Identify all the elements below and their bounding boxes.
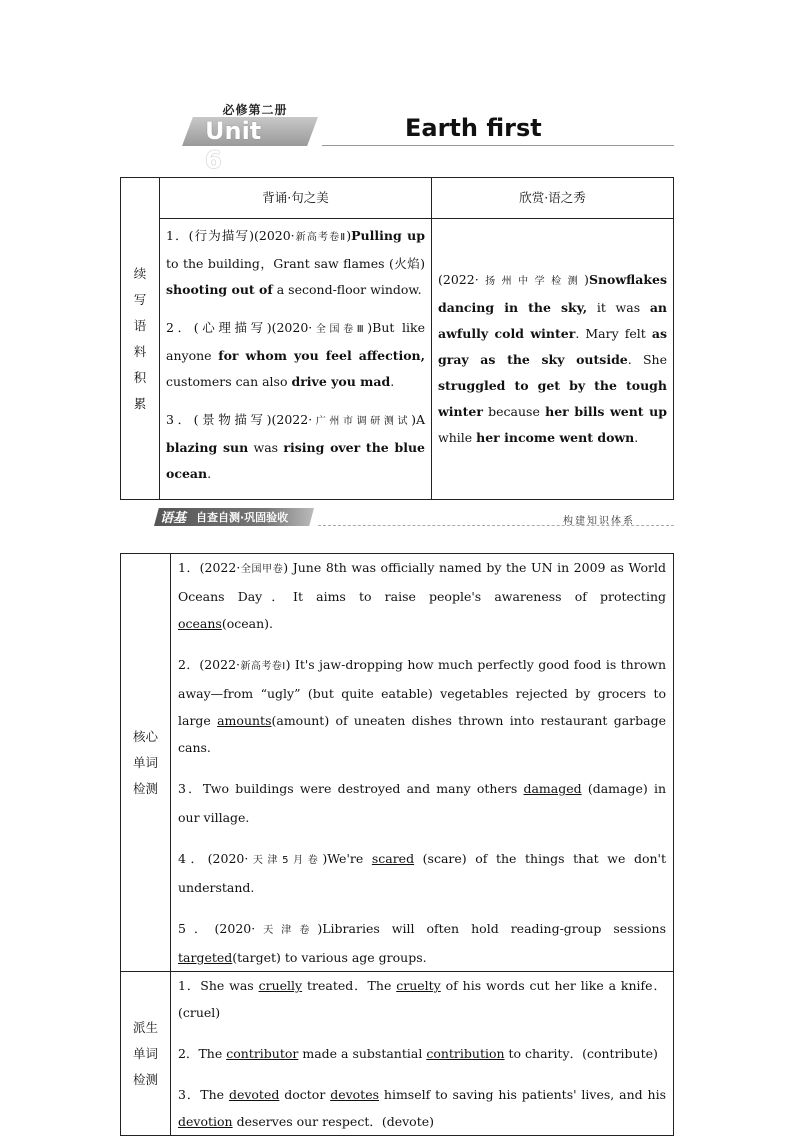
side-label-core: 核心 单词 检测 <box>121 554 171 972</box>
side-label-writing: 续 写 语 料 积 累 <box>121 178 160 500</box>
core-item: 2．(2022·新高考卷Ⅰ) It's jaw-dropping how much perfectly good food is thrown away—from “ugly” (but quite eatable) vegetables rejected by grocers to large amounts(amount) of uneaten dishes thrown into restaurant garbage cans. <box>178 657 666 755</box>
sentence-item: 1．(行为描写)(2020·新高考卷Ⅱ)Pulling up to the building，Grant saw flames (火焰) shooting out of a second-floor window. <box>166 228 425 297</box>
header-divider <box>322 145 674 146</box>
derived-item: 1．She was cruelly treated．The cruelty of his words cut her like a knife．(cruel) <box>178 978 666 1020</box>
derived-word-items <box>171 972 674 1136</box>
core-item: 1．(2022·全国甲卷) June 8th was officially named by the UN in 2009 as World Oceans Day．It aims to raise people's awareness of protecting oceans(ocean). <box>178 560 667 631</box>
answer-word: damaged <box>523 781 582 796</box>
vocabulary-test-table <box>120 553 674 1136</box>
book-label: 必修第二册 <box>222 103 288 117</box>
column-header-recite: 背诵·句之美 <box>160 178 432 219</box>
side-label-derived: 派生 单词 检测 <box>121 972 171 1136</box>
page-title: Earth first <box>405 114 542 142</box>
core-item: 3．Two buildings were destroyed and many others damaged (damage) in our village. <box>178 781 666 825</box>
section-title: 语基 <box>160 511 187 526</box>
answer-word: amounts <box>217 713 272 728</box>
section-right-label: 构建知识体系 <box>563 516 635 527</box>
answer-word: oceans <box>178 616 222 631</box>
section-subtitle: 自查自测·巩固验收 <box>196 511 289 524</box>
core-item: 4．(2020·天津5月卷)We're scared (scare) of the things that we don't understand. <box>178 851 666 895</box>
core-item: 5．(2020·天津卷)Libraries will often hold reading-group sessions targeted(target) to various age groups. <box>178 921 667 965</box>
recite-sentences <box>160 219 432 500</box>
passage-item: (2022·扬州中学检测)Snowflakes dancing in the sky, it was an awfully cold winter. Mary felt as gray as the sky outside. She struggled to get by the tough winter because her bills went up while her income went down. <box>438 272 668 445</box>
core-word-items <box>171 554 674 972</box>
appreciate-passage <box>432 219 674 500</box>
sentence-item: 2．(心理描写)(2020·全国卷Ⅲ)But like anyone for whom you feel affection, customers can also drive you mad. <box>166 320 426 389</box>
column-header-appreciate: 欣赏·语之秀 <box>432 178 674 219</box>
sentence-item: 3．(景物描写)(2022·广州市调研测试)A blazing sun was rising over the blue ocean. <box>166 412 425 481</box>
answer-word: targeted <box>178 950 233 965</box>
writing-material-table <box>120 177 674 500</box>
derived-item: 2．The contributor made a substantial contribution to charity．(contribute) <box>178 1046 658 1061</box>
answer-word: scared <box>371 851 415 866</box>
derived-item: 3．The devoted doctor devotes himself to saving his patients' lives, and his devotion deserves our respect．(devote) <box>178 1087 666 1129</box>
unit-label: Unit 6 <box>205 117 262 174</box>
